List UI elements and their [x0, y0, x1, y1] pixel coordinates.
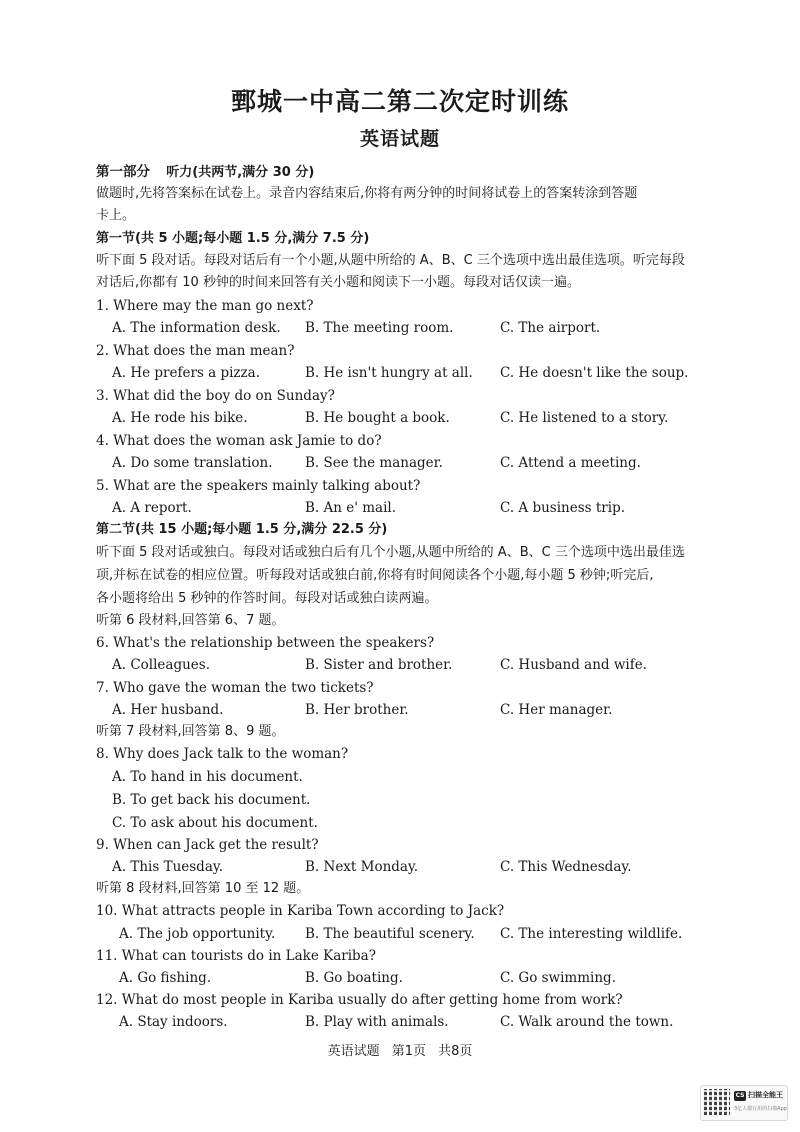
option-b: B. The beautiful scenery.	[305, 926, 475, 942]
scanner-watermark	[700, 1085, 788, 1121]
question-stem: 7. Who gave the woman the two tickets?	[96, 680, 374, 696]
part1-heading-detail: 听力(共两节,满分 30 分)	[166, 165, 315, 180]
scanner-app-name: 扫描全能王	[748, 1091, 783, 1099]
question-stem: 11. What can tourists do in Lake Kariba?	[96, 948, 376, 964]
option-c: C. He doesn't like the soup.	[500, 365, 689, 381]
question-stem: 10. What attracts people in Kariba Town according to Jack?	[96, 903, 505, 919]
section1-instruction-1: 听下面 5 段对话。每段对话后有一个小题,从题中所给的 A、B、C 三个选项中选出最佳选项。听完每段	[96, 253, 685, 268]
question-stem: 1. Where may the man go next?	[96, 298, 314, 314]
question-stem: 4. What does the woman ask Jamie to do?	[96, 433, 382, 449]
option-c: C. Husband and wife.	[500, 657, 647, 673]
option-a: A. To hand in his document.	[112, 769, 303, 785]
option-b: B. Her brother.	[305, 702, 409, 718]
option-c: C. To ask about his document.	[112, 815, 318, 831]
part1-heading: 第一部分	[96, 164, 150, 180]
page-footer	[0, 1040, 800, 1059]
option-c: C. Attend a meeting.	[500, 455, 641, 471]
question-stem: 5. What are the speakers mainly talking about?	[96, 478, 421, 494]
option-c: C. The interesting wildlife.	[500, 926, 683, 942]
question-stem: 6. What's the relationship between the speakers?	[96, 635, 435, 651]
part1-instruction-2: 卡上。	[96, 208, 136, 223]
option-c: C. Go swimming.	[500, 970, 616, 986]
option-a: A. A report.	[112, 500, 192, 516]
option-a: A. Go fishing.	[119, 970, 212, 986]
part1-instruction-1: 做题时,先将答案标在试卷上。录音内容结束后,你将有两分钟的时间将试卷上的答案转涂到答题	[96, 186, 638, 201]
option-b: B. Next Monday.	[305, 859, 419, 875]
question-stem: 2. What does the man mean?	[96, 343, 295, 359]
option-b: B. The meeting room.	[305, 320, 454, 336]
option-b: B. Play with animals.	[305, 1014, 449, 1030]
option-a: A. The information desk.	[112, 320, 281, 336]
option-c: C. Walk around the town.	[500, 1014, 674, 1030]
option-b: B. He isn't hungry at all.	[305, 365, 473, 381]
option-a: A. He prefers a pizza.	[112, 365, 260, 381]
option-b: B. An e' mail.	[305, 500, 397, 516]
section2-instruction-1: 听下面 5 段对话或独白。每段对话或独白后有几个小题,从题中所给的 A、B、C 三个选项中选出最佳选	[96, 545, 685, 560]
option-a: A. Her husband.	[112, 702, 224, 718]
footer-subject: 英语试题	[327, 1044, 380, 1059]
camscanner-logo-icon: CS	[735, 1092, 745, 1099]
option-b: B. Go boating.	[305, 970, 403, 986]
option-c: C. This Wednesday.	[500, 859, 632, 875]
option-a: A. He rode his bike.	[112, 410, 248, 426]
option-c: C. He listened to a story.	[500, 410, 669, 426]
option-b: B. He bought a book.	[305, 410, 450, 426]
exam-subtitle: 英语试题	[359, 128, 440, 150]
option-a: A. Stay indoors.	[119, 1014, 228, 1030]
question-stem: 9. When can Jack get the result?	[96, 837, 319, 853]
option-c: C. The airport.	[500, 320, 601, 336]
option-a: A. This Tuesday.	[112, 859, 223, 875]
section2-instruction-2: 项,并标在试卷的相应位置。听每段对话或独白前,你将有时间阅读各个小题,每小题 5 秒钟;听完后,	[96, 568, 654, 583]
part1-heading-row	[96, 163, 756, 182]
question-stem: 12. What do most people in Kariba usually do after getting home from work?	[96, 992, 623, 1008]
option-b: B. Sister and brother.	[305, 657, 453, 673]
material-8-note: 听第 8 段材料,回答第 10 至 12 题。	[96, 881, 310, 896]
option-b: B. To get back his document.	[112, 792, 311, 808]
option-b: B. See the manager.	[305, 455, 443, 471]
material-7-note: 听第 7 段材料,回答第 8、9 题。	[96, 724, 285, 739]
question-stem: 8. Why does Jack talk to the woman?	[96, 746, 349, 762]
section1-instruction-2: 对话后,你都有 10 秒钟的时间来回答有关小题和阅读下一小题。每段对话仅读一遍。	[96, 275, 580, 290]
footer-page-number: 第1页	[391, 1044, 426, 1059]
question-stem: 3. What did the boy do on Sunday?	[96, 388, 335, 404]
footer-total-pages: 共8页	[438, 1044, 473, 1059]
option-c: C. Her manager.	[500, 702, 613, 718]
scanner-tagline: 3亿人都在用的扫描App	[734, 1106, 787, 1112]
option-c: C. A business trip.	[500, 500, 626, 516]
exam-title: 鄄城一中高二第二次定时训练	[230, 87, 569, 116]
option-a: A. Colleagues.	[112, 657, 211, 673]
option-a: A. Do some translation.	[112, 455, 273, 471]
section1-heading: 第一节(共 5 小题;每小题 1.5 分,满分 7.5 分)	[96, 231, 370, 246]
qr-code-icon	[704, 1089, 730, 1115]
option-a: A. The job opportunity.	[119, 926, 276, 942]
section2-instruction-3: 各小题将给出 5 秒钟的作答时间。每段对话或独白读两遍。	[96, 591, 438, 606]
material-6-note: 听第 6 段材料,回答第 6、7 题。	[96, 613, 285, 628]
section2-heading: 第二节(共 15 小题;每小题 1.5 分,满分 22.5 分)	[96, 522, 388, 537]
